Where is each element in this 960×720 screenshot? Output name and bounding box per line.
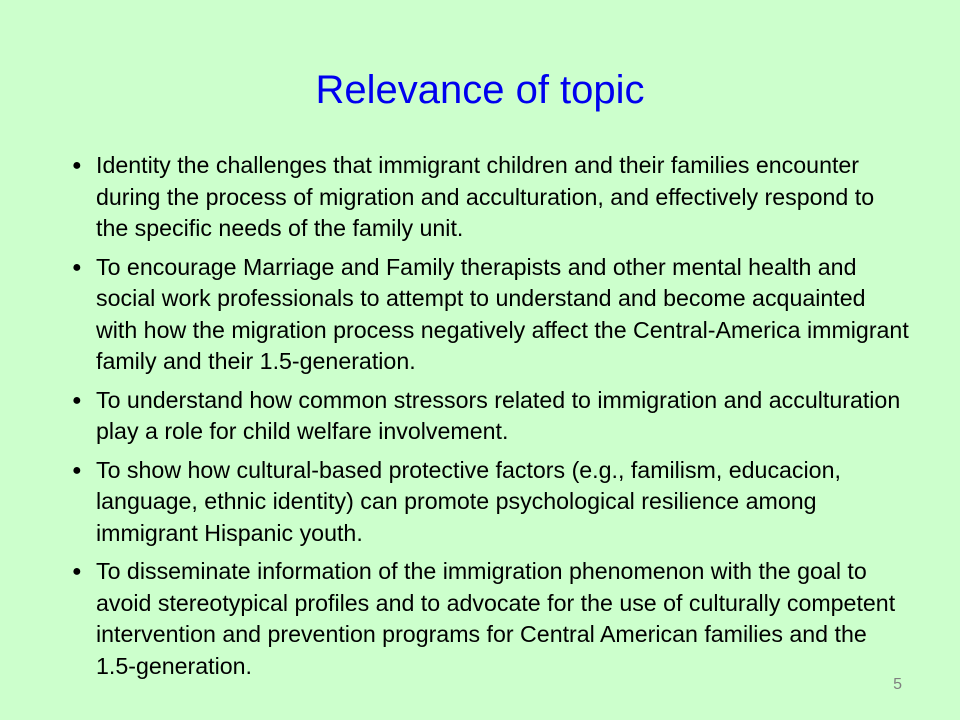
slide-title: Relevance of topic	[315, 68, 645, 112]
bullet-list	[72, 150, 912, 689]
bullet-text: To understand how common stressors related to immigration and acculturation play a role for child welfare involvement.	[96, 386, 901, 444]
bullet-item	[72, 556, 912, 682]
bullet-dot-icon: ●	[72, 258, 82, 276]
bullet-item	[72, 252, 912, 378]
bullet-text: To encourage Marriage and Family therapists and other mental health and social work professionals to attempt to understand and become acquainted with how the migration process negatively affect the Central-America immigrant family and their 1.5-generation.	[96, 253, 909, 374]
bullet-item	[72, 150, 912, 245]
bullet-text: Identity the challenges that immigrant children and their families encounter during the process of migration and acculturation, and effectively respond to the specific needs of the family unit.	[96, 152, 875, 241]
bullet-text: To disseminate information of the immigration phenomenon with the goal to avoid stereotypical profiles and to advocate for the use of culturally competent intervention and prevention programs for Central American families and the 1.5-generation.	[96, 558, 896, 679]
bullet-dot-icon: ●	[72, 391, 82, 409]
bullet-dot-icon: ●	[72, 157, 82, 174]
page-number: 5	[893, 676, 902, 693]
bullet-dot-icon: ●	[72, 563, 82, 580]
bullet-item	[72, 455, 912, 550]
bullet-text: To show how cultural-based protective factors (e.g., familism, educacion, language, ethnic identity) can promote psychological resilience among immigrant Hispanic youth.	[96, 456, 841, 546]
bullet-dot-icon: ●	[72, 461, 82, 479]
bullet-item	[72, 385, 912, 448]
